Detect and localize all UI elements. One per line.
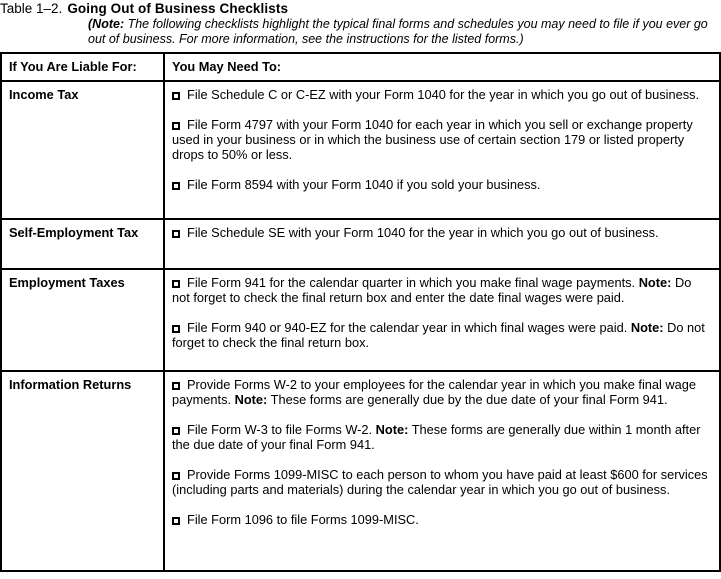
item-text: File Form 1096 to file Forms 1099-MISC.	[187, 512, 419, 527]
category-cell: Income Tax	[1, 81, 164, 219]
item-text: File Form 8594 with your Form 1040 if you sold your business.	[187, 177, 541, 192]
item-text: File Schedule SE with your Form 1040 for the year in which you go out of business.	[187, 225, 659, 240]
table-row	[1, 371, 720, 571]
checkbox-icon	[172, 122, 180, 130]
item-text: File Form W-3 to file Forms W-2.	[187, 422, 373, 437]
table-row	[1, 269, 720, 371]
note-text: The following checklists highlight the typical final forms and schedules you may need to file if you ever go out of business. For more information, see the instructions for the listed forms.)	[88, 17, 708, 46]
page-title	[0, 0, 721, 16]
checkbox-icon	[172, 427, 180, 435]
column-header-liable-for: If You Are Liable For:	[1, 53, 164, 81]
note-label: Note:	[234, 392, 268, 407]
note-label: (Note:	[88, 17, 125, 31]
checklist-item	[172, 512, 712, 527]
note-text: Do not forget to check the final return box.	[172, 320, 705, 350]
checkbox-icon	[172, 280, 180, 288]
item-text: File Schedule C or C-EZ with your Form 1040 for the year in which you go out of business.	[187, 87, 700, 102]
table-number: Table 1–2.	[0, 1, 63, 16]
note-text: These forms are generally due within 1 month after the due date of your final Form 941.	[172, 422, 701, 452]
note-label: Note:	[630, 320, 664, 335]
item-text: Provide Forms W-2 to your employees for the calendar year in which you make final wage payments.	[172, 377, 697, 407]
checklist-item	[172, 177, 712, 192]
item-text: File Form 4797 with your Form 1040 for each year in which you sell or exchange property used in your business or in which the business use of certain section 179 or listed property drops to 50% or less.	[172, 117, 693, 162]
note-text: Do not forget to check the final return box and enter the date final wages were paid.	[172, 275, 692, 305]
header-row	[1, 53, 720, 81]
item-text: File Form 941 for the calendar quarter in which you make final wage payments.	[187, 275, 636, 290]
checkbox-icon	[172, 517, 180, 525]
items-cell	[164, 269, 720, 371]
checkbox-icon	[172, 230, 180, 238]
category-cell: Self-Employment Tax	[1, 219, 164, 269]
checkbox-icon	[172, 92, 180, 100]
item-text: Provide Forms 1099-MISC to each person to whom you have paid at least $600 for services (including parts and materials) during the calendar year in which you go out of business.	[172, 467, 708, 497]
table-row	[1, 219, 720, 269]
table-title: Going Out of Business Checklists	[67, 1, 289, 16]
checklist-item	[172, 87, 712, 102]
note-label: Note:	[375, 422, 409, 437]
checklist-item	[172, 117, 712, 162]
checkbox-icon	[172, 325, 180, 333]
checklist-table	[0, 52, 721, 572]
checklist-item	[172, 225, 712, 240]
items-cell	[164, 219, 720, 269]
column-header-may-need-to: You May Need To:	[164, 53, 720, 81]
checklist-item	[172, 377, 712, 407]
note-text: These forms are generally due by the due date of your final Form 941.	[270, 392, 668, 407]
checklist-item	[172, 320, 712, 350]
checkbox-icon	[172, 472, 180, 480]
table-note	[88, 17, 718, 47]
category-cell: Employment Taxes	[1, 269, 164, 371]
category-cell: Information Returns	[1, 371, 164, 571]
note-label: Note:	[638, 275, 672, 290]
checklist-item	[172, 467, 712, 497]
table-row	[1, 81, 720, 219]
checkbox-icon	[172, 382, 180, 390]
item-text: File Form 940 or 940-EZ for the calendar year in which final wages were paid.	[187, 320, 628, 335]
checklist-item	[172, 275, 712, 305]
items-cell	[164, 81, 720, 219]
checklist-item	[172, 422, 712, 452]
checkbox-icon	[172, 182, 180, 190]
items-cell	[164, 371, 720, 571]
